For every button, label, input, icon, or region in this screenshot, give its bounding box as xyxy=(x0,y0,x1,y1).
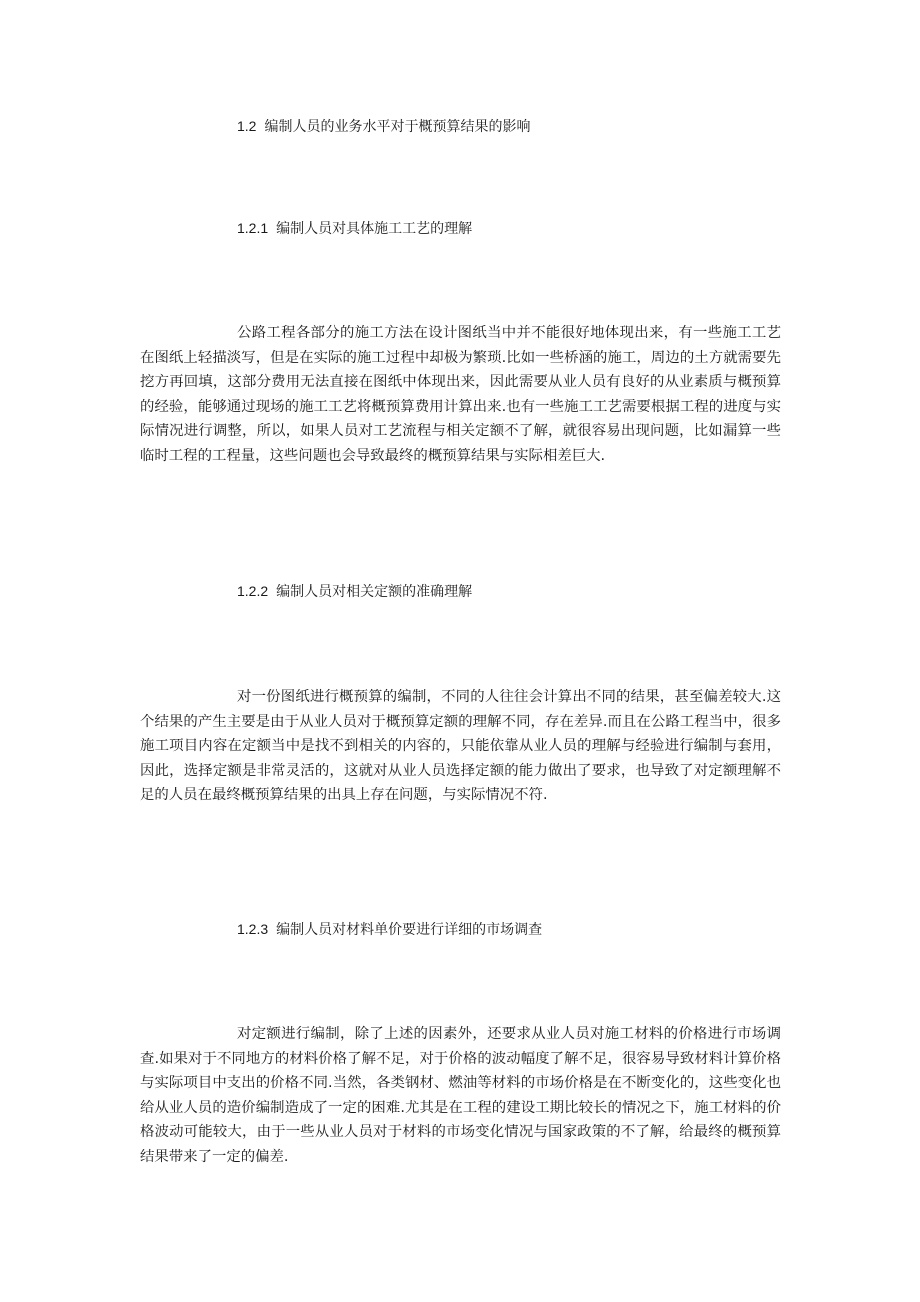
section-number: 1.2 xyxy=(237,118,257,134)
section-number: 1.2.3 xyxy=(237,921,269,937)
section-number: 1.2.2 xyxy=(237,583,269,599)
paragraph-1-2-1: 公路工程各部分的施工方法在设计图纸当中并不能很好地体现出来，有一些施工工艺在图纸上轻描淡写，但是在实际的施工过程中却极为繁琐.比如一些桥涵的施工，周边的土方就需要先挖方再回填，这部分费用无法直接在图纸中体现出来，因此需要从业人员有良好的从业素质与概预算的经验，能够通过现场的施工工艺将概预算费用计算出来.也有一些施工工艺需要根据工程的进度与实际情况进行调整，所以，如果人员对工艺流程与相关定额不了解，就很容易出现问题，比如漏算一些临时工程的工程量，这些问题也会导致最终的概预算结果与实际相差巨大. xyxy=(140,325,781,464)
section-heading-1-2-3 xyxy=(237,919,542,940)
section-number: 1.2.1 xyxy=(237,220,269,236)
section-heading-1-2-2 xyxy=(237,581,472,602)
section-title: 编制人员对相关定额的准确理解 xyxy=(276,584,473,600)
paragraph-1-2-3: 对定额进行编制，除了上述的因素外，还要求从业人员对施工材料的价格进行市场调查.如果对于不同地方的材料价格了解不足，对于价格的波动幅度了解不足，很容易导致材料计算价格与实际项目中支出的价格不同.当然，各类钢材、燃油等材料的市场价格是在不断变化的，这些变化也给从业人员的造价编制造成了一定的困难.尤其是在工程的建设工期比较长的情况之下，施工材料的价格波动可能较大，由于一些从业人员对于材料的市场变化情况与国家政策的不了解，给最终的概预算结果带来了一定的偏差. xyxy=(140,1026,781,1165)
section-title: 编制人员对具体施工工艺的理解 xyxy=(276,221,473,237)
section-heading-1-2 xyxy=(237,116,530,137)
section-title: 编制人员对材料单价要进行详细的市场调查 xyxy=(276,922,543,938)
paragraph-1-2-2: 对一份图纸进行概预算的编制，不同的人往往会计算出不同的结果，甚至偏差较大.这个结果的产生主要是由于从业人员对于概预算定额的理解不同，存在差异.而且在公路工程当中，很多施工项目内容在定额当中是找不到相关的内容的，只能依靠从业人员的理解与经验进行编制与套用，因此，选择定额是非常灵活的，这就对从业人员选择定额的能力做出了要求，也导致了对定额理解不足的人员在最终概预算结果的出具上存在问题，与实际情况不符. xyxy=(140,689,781,803)
section-heading-1-2-1 xyxy=(237,218,472,239)
section-title: 编制人员的业务水平对于概预算结果的影响 xyxy=(264,119,531,135)
